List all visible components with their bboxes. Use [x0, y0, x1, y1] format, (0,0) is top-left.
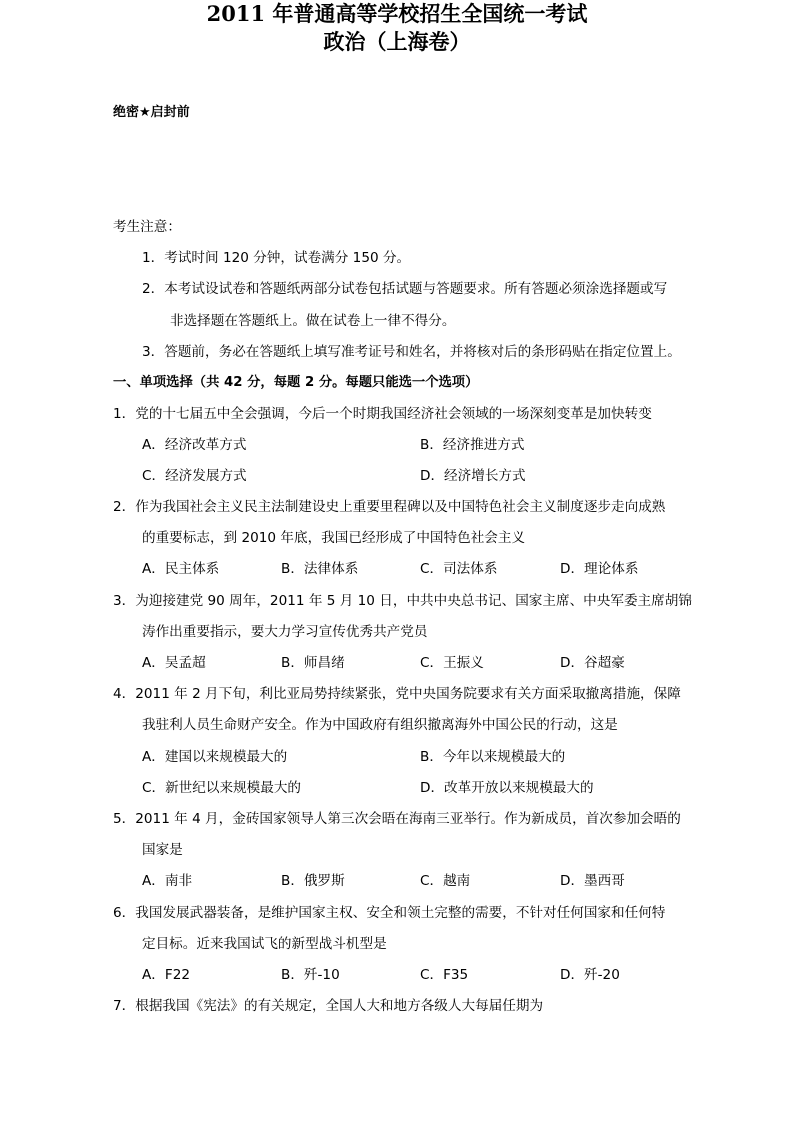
- option-d: D．改革开放以来规模最大的: [420, 780, 594, 796]
- option-d: D．歼-20: [560, 967, 620, 983]
- exam-title: 2011 年普通高等学校招生全国统一考试: [206, 1, 588, 26]
- option-b: B．法律体系: [281, 561, 359, 577]
- option-b: B．师昌绪: [281, 655, 345, 671]
- question-stem-continued: 定目标。近来我国试飞的新型战斗机型是: [142, 936, 387, 952]
- confidential-mark: 绝密★启封前: [113, 105, 190, 120]
- question-stem-continued: 涛作出重要指示，要大力学习宣传优秀共产党员: [142, 624, 428, 640]
- notice-item: 1．考试时间 120 分钟，试卷满分 150 分。: [142, 250, 411, 266]
- option-b: B．经济推进方式: [420, 437, 525, 453]
- option-c: C．越南: [420, 873, 471, 889]
- option-a: A．吴孟超: [142, 655, 206, 671]
- option-b: B．俄罗斯: [281, 873, 345, 889]
- section-heading: 一、单项选择（共 42 分，每题 2 分。每题只能选一个选项）: [113, 375, 479, 390]
- question-stem: 7．根据我国《宪法》的有关规定，全国人大和地方各级人大每届任期为: [113, 998, 544, 1014]
- option-c: C．F35: [420, 967, 469, 983]
- option-c: C．新世纪以来规模最大的: [142, 780, 302, 796]
- option-a: A．F22: [142, 967, 191, 983]
- question-stem: 6．我国发展武器装备，是维护国家主权、安全和领土完整的需要，不针对任何国家和任何特: [113, 905, 666, 921]
- question-stem: 3．为迎接建党 90 周年，2011 年 5 月 10 日，中共中央总书记、国家主席、中央军委主席胡锦: [113, 593, 692, 609]
- option-d: D．谷超豪: [560, 655, 625, 671]
- option-a: A．民主体系: [142, 561, 220, 577]
- option-b: B．歼-10: [281, 967, 340, 983]
- notice-item-continued: 非选择题在答题纸上。做在试卷上一律不得分。: [170, 313, 456, 329]
- notice-item: 2．本考试设试卷和答题纸两部分试卷包括试题与答题要求。所有答题必须涂选择题或写: [142, 281, 668, 297]
- question-stem-continued: 国家是: [142, 842, 183, 858]
- option-a: A．建国以来规模最大的: [142, 749, 288, 765]
- question-stem-continued: 我驻利人员生命财产安全。作为中国政府有组织撤离海外中国公民的行动，这是: [142, 717, 618, 733]
- question-stem: 2．作为我国社会主义民主法制建设史上重要里程碑以及中国特色社会主义制度逐步走向成熟: [113, 499, 666, 515]
- question-stem: 5．2011 年 4 月，金砖国家领导人第三次会晤在海南三亚举行。作为新成员，首次参加会晤的: [113, 811, 681, 827]
- option-d: D．墨西哥: [560, 873, 625, 889]
- option-d: D．经济增长方式: [420, 468, 526, 484]
- option-a: A．经济改革方式: [142, 437, 247, 453]
- question-stem: 1．党的十七届五中全会强调，今后一个时期我国经济社会领域的一场深刻变革是加快转变: [113, 406, 652, 422]
- notice-heading: 考生注意：: [113, 219, 181, 235]
- option-c: C．经济发展方式: [142, 468, 247, 484]
- exam-subtitle: 政治（上海卷）: [323, 29, 471, 54]
- notice-item: 3．答题前，务必在答题纸上填写准考证号和姓名，并将核对后的条形码贴在指定位置上。: [142, 344, 681, 360]
- option-c: C．司法体系: [420, 561, 498, 577]
- question-stem: 4．2011 年 2 月下旬，利比亚局势持续紧张，党中央国务院要求有关方面采取撤离措施，保障: [113, 686, 681, 702]
- question-stem-continued: 的重要标志，到 2010 年底，我国已经形成了中国特色社会主义: [142, 530, 526, 546]
- option-c: C．王振义: [420, 655, 484, 671]
- option-d: D．理论体系: [560, 561, 639, 577]
- option-b: B．今年以来规模最大的: [420, 749, 566, 765]
- option-a: A．南非: [142, 873, 193, 889]
